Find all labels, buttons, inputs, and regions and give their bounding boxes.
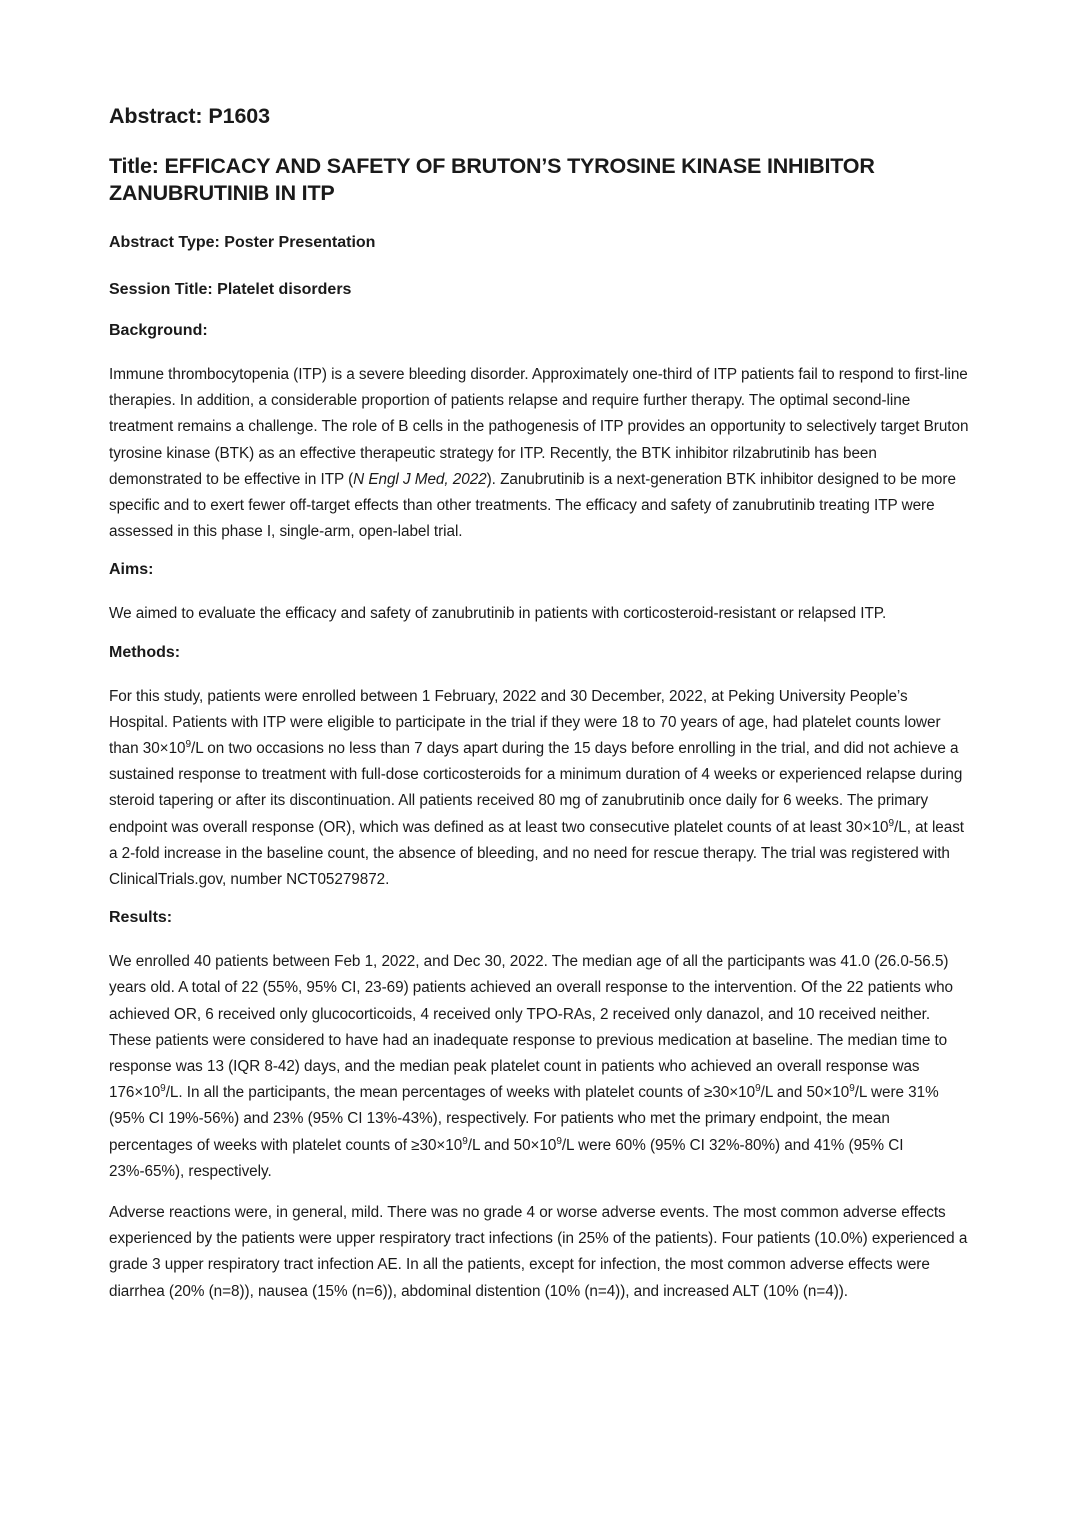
background-heading: Background: xyxy=(109,322,208,339)
aims-paragraph: We aimed to evaluate the efficacy and safety of zanubrutinib in patients with corticosteroid-resistant or relapsed ITP. xyxy=(109,605,887,623)
methods-heading: Methods: xyxy=(109,643,181,661)
adverse-events-paragraph: Adverse reactions were, in general, mild. There was no grade 4 or worse adverse events. The most common adverse effects experienced by the patients were upper respiratory tract infections (in 25% of the patients). Four patients (10.0%) experienced a grade 3 upper respiratory tract infection AE. In all the patients, except for infection, the most common adverse effects were diarrhea (20% (n=8)), nausea (15% (n=6)), abdominal distention (10% (n=4)), and increased ALT (10% (n=4)). xyxy=(109,1204,968,1300)
aims-heading: Aims: xyxy=(109,561,154,579)
methods-paragraph: For this study, patients were enrolled between 1 February, 2022 and 30 December, 2022, at Peking University People’s Hospital. Patients with ITP were eligible to participate in the trial if they were 18 to 70 years of age, had platelet counts lower than $30\times 10^9/L$ on two occasions no less than 7 days apart during the 15 days before enrolling in the trial, and did not achieve a sustained response to treatment with full-dose corticosteroids for a minimum duration of 4 weeks or experienced relapse during steroid tapering or after its discontinuation. All patients received 80 mg of zanubrutinib once daily for 6 weeks. The primary endpoint was overall response (OR), which was defined as at least two consecutive platelet counts of at least $30\times 10^9/L$, at least a 2-fold increase in the baseline count, the absence of bleeding, and no need for rescue therapy. The trial was registered with ClinicalTrials.gov, number NCT05279872. xyxy=(109,687,965,889)
document-title: Title: EFFICACY AND SAFETY OF BRUTON’S TYROSINE KINASE INHIBITOR ZANUBRUTINIB IN ITP xyxy=(109,154,875,205)
citation: N Engl J Med, 2022 xyxy=(353,470,487,488)
background-paragraph: Immune thrombocytopenia (ITP) is a severe bleeding disorder. Approximately one-third of ITP patients fail to respond to first-line therapies. In addition, a considerable proportion of patients relapse and require further therapy. The optimal second-line treatment remains a challenge. The role of B cells in the pathogenesis of ITP provides an opportunity to selectively target Bruton tyrosine kinase (BTK) as an effective therapeutic strategy for ITP. Recently, the BTK inhibitor rilzabrutinib has been demonstrated to be effective in ITP (N Engl J Med, 2022). Zanubrutinib is a next-generation BTK inhibitor designed to be more specific and to exert fewer off-target effects than other treatments. The efficacy and safety of zanubrutinib treating ITP were assessed in this phase I, single-arm, open-label trial. xyxy=(109,366,969,541)
abstract-id-heading: Abstract: P1603 xyxy=(109,104,271,128)
abstract-page xyxy=(109,100,969,1305)
session-title: Session Title: Platelet disorders xyxy=(109,281,352,298)
results-paragraph: We enrolled 40 patients between Feb 1, 2022, and Dec 30, 2022. The median age of all the participants was 41.0 (26.0-56.5) years old. A total of 22 (55%, 95% CI, 23-69) patients achieved an overall response to the intervention. Of the 22 patients who achieved OR, 6 received only glucocorticoids, 4 received only TPO-RAs, 2 received only danazol, and 10 received neither. These patients were considered to have had an inadequate response to previous medication at baseline. The median time to response was 13 (IQR 8-42) days, and the median peak platelet count in patients who achieved an overall response was $176\times 10^9/L$. In all the participants, the mean percentages of weeks with platelet counts of $\ge 30\times 10^9/L$ and $50\times 10^9/L$ were 31% (95% CI 19%-56%) and 23% (95% CI 13%-43%), respectively. For patients who met the primary endpoint, the mean percentages of weeks with platelet counts of $\ge 30\times 10^9/L$ and $50\times 10^9/L$ were 60% (95% CI 32%-80%) and 41% (95% CI 23%-65%), respectively. xyxy=(109,953,953,1180)
results-heading: Results: xyxy=(109,909,173,927)
abstract-type: Abstract Type: Poster Presentation xyxy=(109,234,376,251)
